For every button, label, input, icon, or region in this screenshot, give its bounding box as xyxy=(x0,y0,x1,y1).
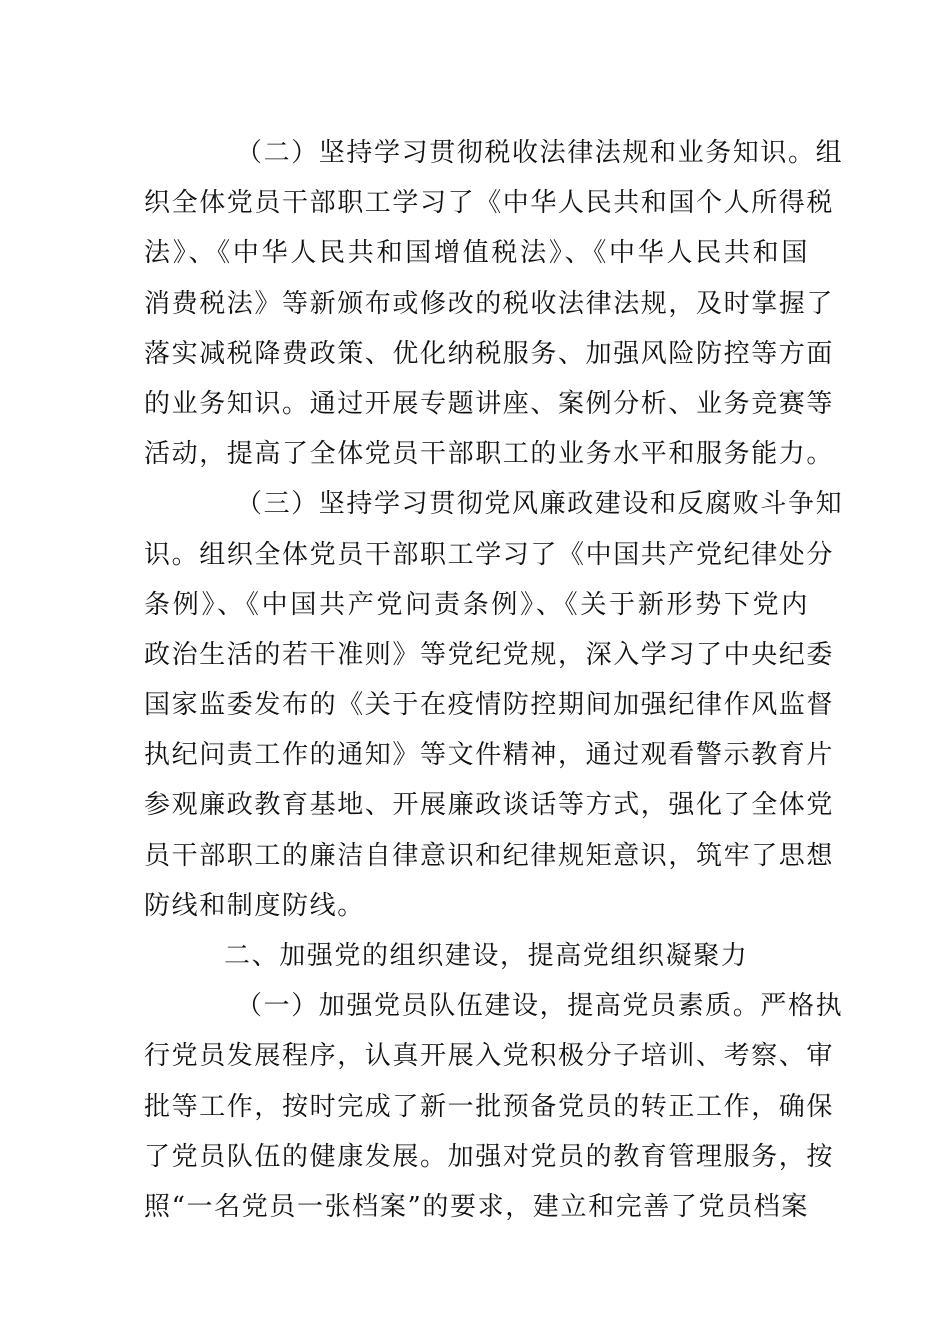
paragraph-line: 的业务知识。通过开展专题讲座、案例分析、业务竞赛等 xyxy=(144,388,835,419)
paragraph-line: 消费税法》等新颁布或修改的税收法律法规，及时掌握了 xyxy=(144,288,835,319)
paragraph-line: 识。组织全体党员干部职工学习了《中国共产党纪律处分 xyxy=(144,539,835,570)
paragraph-section-1-2 xyxy=(144,128,844,479)
paragraph-section-1-3 xyxy=(144,479,844,931)
paragraph-line: 国家监委发布的《关于在疫情防控期间加强纪律作风监督 xyxy=(144,690,835,721)
paragraph-line: 织全体党员干部职工学习了《中华人民共和国个人所得税 xyxy=(144,188,835,219)
paragraph-line: 员干部职工的廉洁自律意识和纪律规矩意识，筑牢了思想 xyxy=(144,840,835,871)
paragraph-line: 条例》、《中国共产党问责条例》、《关于新形势下党内 xyxy=(144,589,809,620)
paragraph-line: 法》、《中华人民共和国增值税法》、《中华人民共和国 xyxy=(144,238,809,269)
paragraph-line: （三）坚持学习贯彻党风廉政建设和反腐败斗争知 xyxy=(236,489,844,520)
paragraph-line: （二）坚持学习贯彻税收法律法规和业务知识。组 xyxy=(236,138,844,168)
section-heading-text: 二、加强党的组织建设，提高党组织凝聚力 xyxy=(224,941,749,971)
paragraph-line: 落实减税降费政策、优化纳税服务、加强风险防控等方面 xyxy=(144,338,835,369)
paragraph-line: 参观廉政教育基地、开展廉政谈话等方式，强化了全体党 xyxy=(144,790,835,821)
paragraph-section-2-1 xyxy=(144,981,844,1232)
paragraph-line: 行党员发展程序，认真开展入党积极分子培训、考察、审 xyxy=(144,1041,835,1072)
section-heading-2 xyxy=(144,931,809,981)
paragraph-line: 批等工作，按时完成了新一批预备党员的转正工作，确保 xyxy=(144,1091,835,1122)
paragraph-line: 了党员队伍的健康发展。加强对党员的教育管理服务，按 xyxy=(144,1141,835,1172)
paragraph-line: （一）加强党员队伍建设，提高党员素质。严格执 xyxy=(236,991,844,1022)
paragraph-line: 照“一名党员一张档案”的要求，建立和完善了党员档案 xyxy=(144,1191,809,1222)
paragraph-line: 防线和制度防线。 xyxy=(144,890,365,921)
document-body xyxy=(144,128,844,1232)
paragraph-line: 活动，提高了全体党员干部职工的业务水平和服务能力。 xyxy=(144,439,835,470)
paragraph-line: 执纪问责工作的通知》等文件精神，通过观看警示教育片 xyxy=(144,740,835,771)
paragraph-line: 政治生活的若干准则》等党纪党规，深入学习了中央纪委 xyxy=(144,639,835,670)
